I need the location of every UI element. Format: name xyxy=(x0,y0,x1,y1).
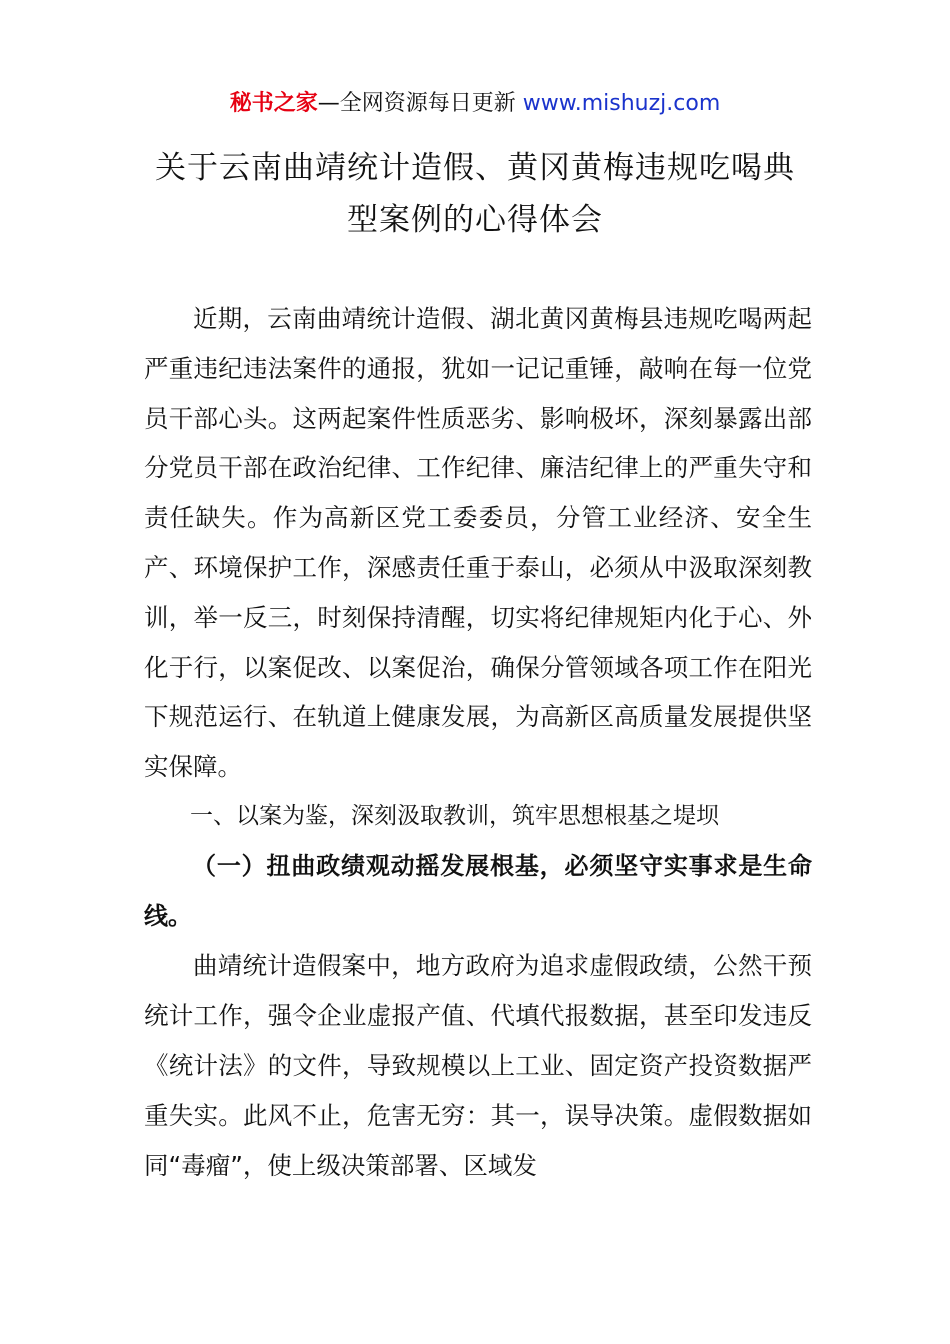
intro-paragraph: 近期，云南曲靖统计造假、湖北黄冈黄梅县违规吃喝两起严重违纪违法案件的通报，犹如一记记重锤，敲响在每一位党员干部心头。这两起案件性质恶劣、影响极坏，深刻暴露出部分党员干部在政治纪律、工作纪律、廉洁纪律上的严重失守和责任缺失。作为高新区党工委委员，分管工业经济、安全生产、环境保护工作，深感责任重于泰山，必须从中汲取深刻教训，举一反三，时刻保持清醒，切实将纪律规矩内化于心、外化于行，以案促改、以案促治，确保分管领域各项工作在阳光下规范运行、在轨道上健康发展，为高新区高质量发展提供坚实保障。 xyxy=(144,304,812,782)
body-paragraph: 曲靖统计造假案中，地方政府为追求虚假政绩，公然干预统计工作，强令企业虚报产值、代填代报数据，甚至印发违反《统计法》的文件，导致规模以上工业、固定资产投资数据严重失实。此风不止，危害无穷：其一，误导决策。虚假数据如同“毒瘤”，使上级决策部署、区域发 xyxy=(144,951,812,1180)
site-url-link[interactable]: www.mishuzj.com xyxy=(522,91,721,116)
brand-name: 秘书之家 xyxy=(229,91,318,116)
header-tagline: —全网资源每日更新 xyxy=(317,91,523,116)
section-heading: 一、以案为鉴，深刻汲取教训，筑牢思想根基之堤坝 xyxy=(190,802,719,829)
site-header xyxy=(0,88,950,120)
document-title xyxy=(100,142,850,246)
document-body xyxy=(144,294,812,1190)
subsection-heading: （一）扭曲政绩观动摇发展根基，必须坚守实事求是生命线。 xyxy=(144,851,812,930)
title-line-1: 关于云南曲靖统计造假、黄冈黄梅违规吃喝典 xyxy=(155,150,795,186)
title-line-2: 型案例的心得体会 xyxy=(347,202,603,238)
